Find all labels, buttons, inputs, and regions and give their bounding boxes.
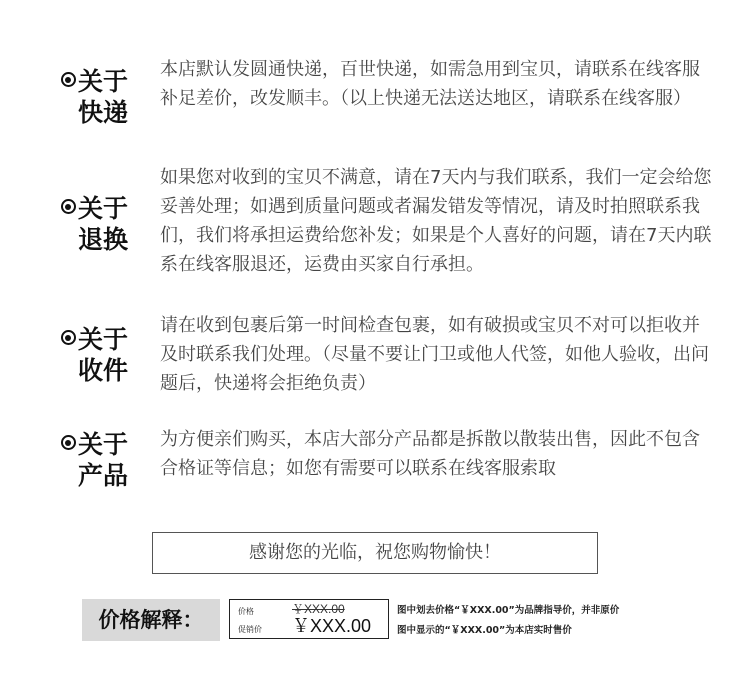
section-title-line2: 产品 (77, 461, 128, 490)
section-title (48, 324, 128, 386)
section-title (48, 429, 128, 491)
section-body: 为方便亲们购买，本店大部分产品都是拆散以散装出售，因此不包含合格证等信息；如您有需要可以联系在线客服索取 (160, 429, 700, 479)
double-circle-icon (61, 199, 76, 214)
section-title (48, 66, 128, 128)
price-explanation-label: 价格解释： (82, 599, 220, 641)
section-title (48, 193, 128, 255)
section-title-line2: 收件 (77, 356, 128, 385)
price-sample-box (229, 599, 389, 639)
double-circle-icon (61, 72, 76, 87)
original-price-label: 价格 (238, 607, 254, 616)
section-title-line1: 关于 (77, 67, 128, 96)
double-circle-icon (61, 435, 76, 450)
price-notes (397, 601, 697, 641)
section-body: 本店默认发圆通快递，百世快递，如需急用到宝贝，请联系在线客服补足差价，改发顺丰。（以上快递无法送达地区，请联系在线客服） (160, 59, 700, 109)
section-body: 如果您对收到的宝贝不满意，请在7天内与我们联系，我们一定会给您妥善处理；如遇到质量问题或者漏发错发等情况，请及时拍照联系我们，我们将承担运费给您补发；如果是个人喜好的问题，请在7天内联系在线客服退还，运费由买家自行承担。 (160, 167, 712, 275)
section-title-line2: 快递 (77, 98, 128, 127)
section-title-line1: 关于 (77, 325, 128, 354)
section-title-line1: 关于 (77, 430, 128, 459)
promo-price-label: 促销价 (238, 625, 262, 634)
thanks-banner: 感谢您的光临，祝您购物愉快！ (152, 532, 598, 574)
double-circle-icon (61, 330, 76, 345)
section-title-line2: 退换 (77, 225, 128, 254)
price-explanation (82, 597, 682, 643)
promo-price-value: ￥XXX.00 (292, 616, 372, 636)
price-note-1: 图中划去价格“￥XXX.00”为品牌指导价，并非原价 (397, 605, 620, 616)
section-body: 请在收到包裹后第一时间检查包裹，如有破损或宝贝不对可以拒收并及时联系我们处理。（尽量不要让门卫或他人代签，如他人验收，出问题后，快递将会拒绝负责） (160, 315, 709, 394)
section-title-line1: 关于 (77, 194, 128, 223)
price-note-2: 图中显示的“￥XXX.00”为本店实时售价 (397, 625, 572, 636)
original-price-value: ￥XXX.00 (292, 602, 345, 616)
